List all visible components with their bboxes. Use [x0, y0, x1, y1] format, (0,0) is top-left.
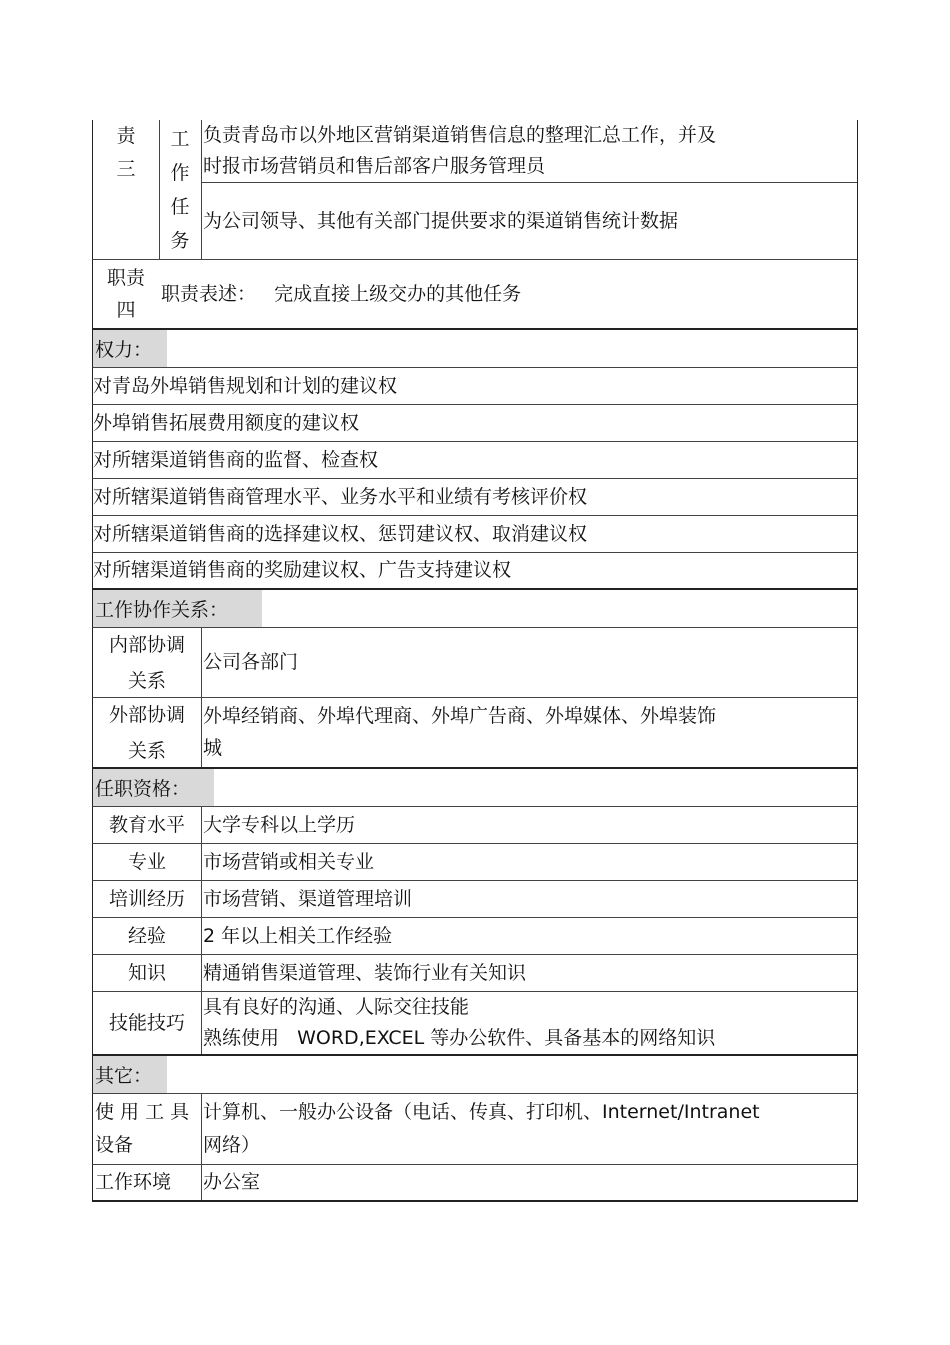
external-value-line: 外埠经销商、外埠代理商、外埠广告商、外埠媒体、外埠装饰: [203, 705, 717, 727]
authority-item-row: [92, 442, 858, 479]
duty3-label-line: 责: [116, 125, 136, 147]
skill-line: 具有良好的沟通、人际交往技能: [203, 996, 470, 1018]
authority-item: 对所辖渠道销售商管理水平、业务水平和业绩有考核评价权: [93, 485, 588, 508]
qualification-row: [92, 881, 858, 918]
external-row: [92, 698, 858, 769]
internal-value: 公司各部门: [203, 651, 299, 673]
tools-value: [201, 1094, 857, 1164]
skill-row: [92, 992, 858, 1056]
authority-item-row: [92, 405, 858, 442]
tools-value-line: 计算机、一般办公设备（电话、传真、打印机、Internet/Intranet: [203, 1101, 760, 1123]
qualification-label: 知识: [127, 961, 166, 984]
skill-value: [201, 992, 857, 1054]
authority-item-row: [92, 553, 858, 590]
job-description-table: [92, 120, 858, 1202]
qualification-value: 市场营销或相关专业: [203, 850, 375, 873]
other-header: 其它：: [93, 1056, 167, 1093]
external-value: [201, 698, 857, 767]
env-value: 办公室: [203, 1171, 261, 1193]
duty4-label: [93, 260, 159, 328]
task1-line: 时报市场营销员和售后部客户服务管理员: [203, 155, 546, 177]
qualification-value: 大学专科以上学历: [203, 813, 356, 836]
external-label-line: 外部协调: [108, 703, 185, 726]
internal-row: [92, 628, 858, 698]
duty4-row: [92, 260, 858, 330]
sub-label-char: 工: [170, 127, 190, 150]
tools-label-line: 设备: [95, 1134, 134, 1156]
internal-label: [93, 628, 201, 697]
qualification-row: [92, 918, 858, 955]
env-row: [92, 1165, 858, 1202]
qualification-header: 任职资格：: [93, 769, 214, 806]
cooperation-header-row: [92, 590, 858, 628]
authority-item: 外埠销售拓展费用额度的建议权: [93, 411, 360, 434]
qualification-value: 2 年以上相关工作经验: [203, 924, 393, 947]
internal-label-line: 关系: [127, 669, 166, 692]
authority-header: 权力：: [93, 330, 167, 367]
qualification-row: [92, 807, 858, 844]
qualification-row: [92, 844, 858, 881]
tools-row: [92, 1094, 858, 1165]
duty3-label-line: 三: [116, 158, 136, 180]
qualification-value: 精通销售渠道管理、装饰行业有关知识: [203, 961, 527, 984]
authority-item: 对所辖渠道销售商的监督、检查权: [93, 448, 379, 471]
internal-label-line: 内部协调: [108, 633, 185, 656]
duty3-task2: 为公司领导、其他有关部门提供要求的渠道销售统计数据: [203, 209, 679, 232]
tools-label-line: 使 用 工 具: [95, 1101, 190, 1123]
sub-label-char: 务: [170, 229, 190, 252]
external-value-line: 城: [203, 737, 223, 759]
skill-label: 技能技巧: [108, 1011, 185, 1034]
duty3-sub-label: [159, 120, 201, 259]
authority-item-row: [92, 516, 858, 553]
qualification-row: [92, 955, 858, 992]
authority-item: 对所辖渠道销售商的奖励建议权、广告支持建议权: [93, 559, 512, 581]
qualification-label: 教育水平: [108, 813, 185, 836]
other-header-row: [92, 1056, 858, 1094]
qualification-header-row: [92, 769, 858, 807]
duty4-label-line: 职责: [106, 267, 145, 289]
external-label: [93, 698, 201, 767]
duty3-row: [92, 120, 858, 260]
qualification-value: 市场营销、渠道管理培训: [203, 887, 413, 910]
authority-header-row: [92, 330, 858, 368]
sub-label-char: 作: [170, 161, 190, 184]
duty4-text: 职责表述： 完成直接上级交办的其他任务: [161, 282, 522, 305]
duty3-task1: [201, 120, 857, 183]
authority-item-row: [92, 479, 858, 516]
qualification-label: 经验: [127, 924, 166, 947]
qualification-label: 培训经历: [108, 887, 185, 910]
duty3-label: [93, 120, 159, 259]
authority-item: 对所辖渠道销售商的选择建议权、惩罚建议权、取消建议权: [93, 522, 588, 545]
authority-item: 对青岛外埠销售规划和计划的建议权: [93, 374, 398, 397]
duty4-label-line: 四: [116, 299, 136, 321]
cooperation-header: 工作协作关系：: [93, 590, 262, 627]
tools-label: [93, 1094, 201, 1164]
authority-item-row: [92, 368, 858, 405]
task1-line: 负责青岛市以外地区营销渠道销售信息的整理汇总工作，并及: [203, 124, 717, 146]
external-label-line: 关系: [127, 739, 166, 762]
tools-value-line: 网络）: [203, 1134, 261, 1156]
skill-line: 熟练使用 WORD,EXCEL 等办公软件、具备基本的网络知识: [203, 1027, 716, 1049]
qualification-label: 专业: [127, 850, 166, 873]
sub-label-char: 任: [170, 195, 190, 218]
env-label: 工作环境: [95, 1171, 172, 1193]
